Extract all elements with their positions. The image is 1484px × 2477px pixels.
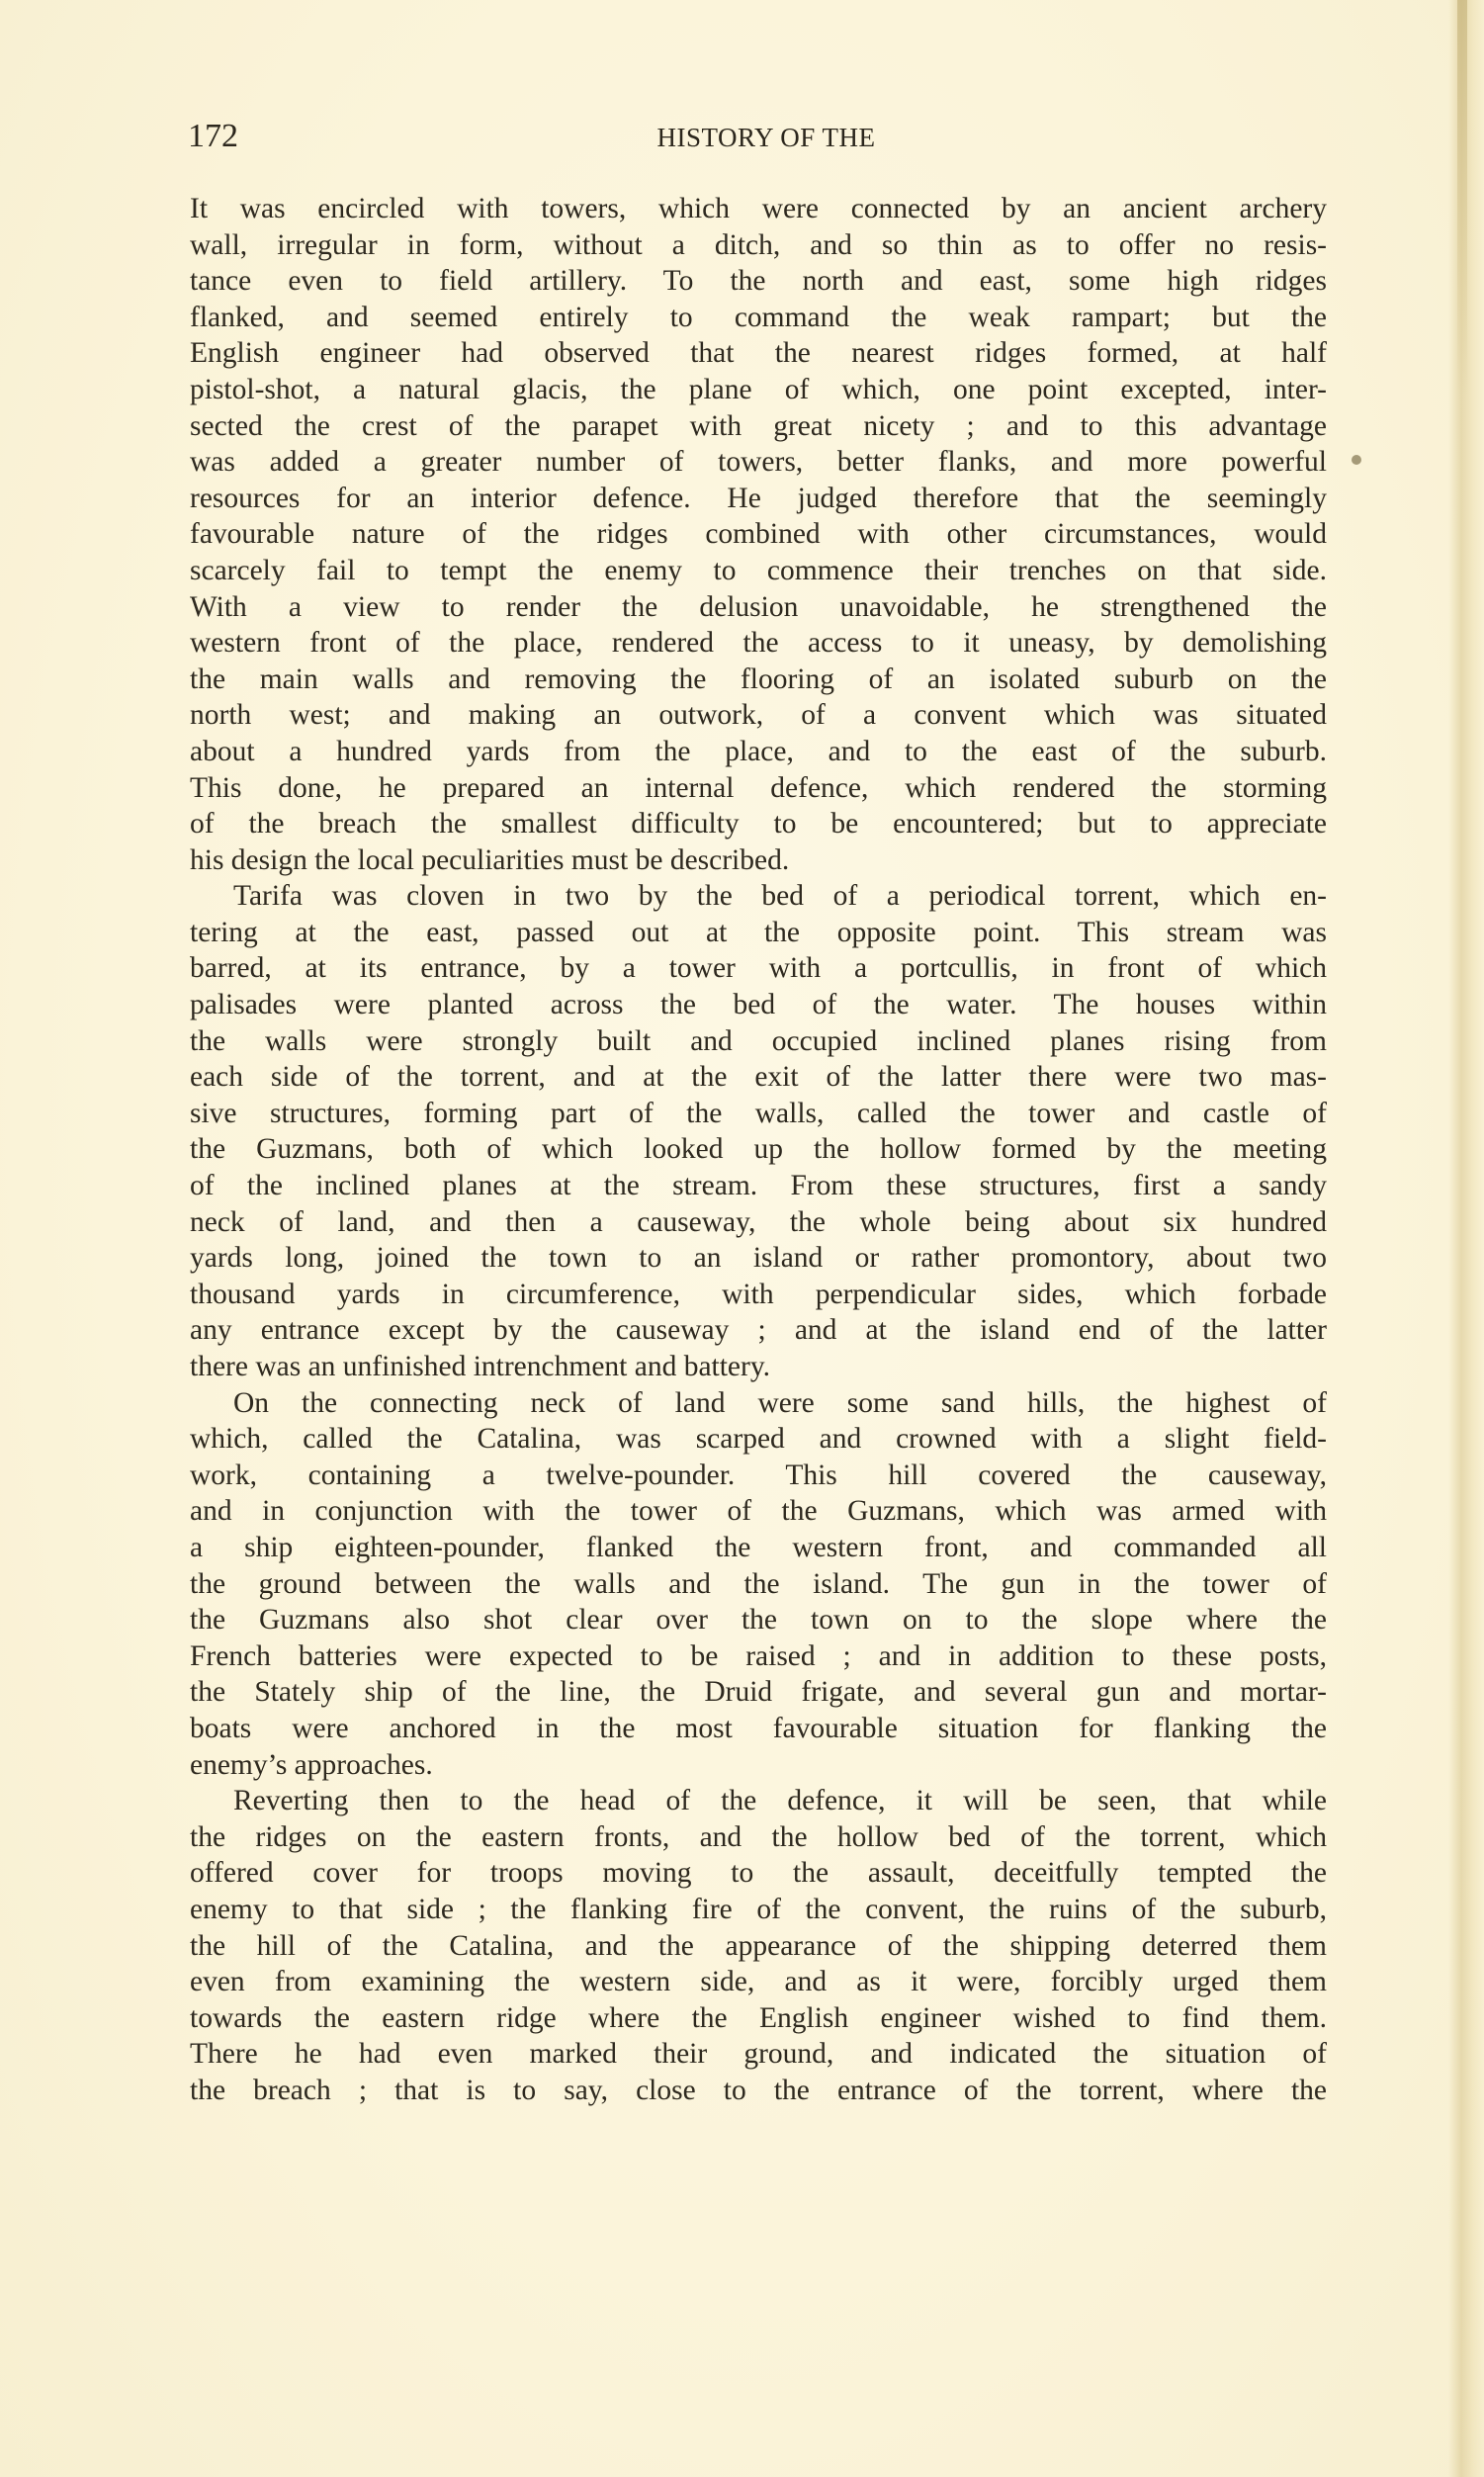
page-header xyxy=(188,117,1325,156)
text-line: work, containing a twelve-pounder. This hill covered the causeway, xyxy=(190,1459,1327,1491)
text-line: neck of land, and then a causeway, the whole being about six hundred xyxy=(190,1205,1327,1238)
text-line: any entrance except by the causeway ; and at the island end of the latter xyxy=(190,1314,1327,1347)
text-line: tering at the east, passed out at the opposite point. This stream was xyxy=(190,916,1327,948)
page-edge-shadow xyxy=(1457,0,1467,396)
text-line: enemy to that side ; the flanking fire of the convent, the ruins of the suburb, xyxy=(190,1893,1327,1925)
text-line: With a view to render the delusion unavoidable, he strengthened the xyxy=(190,590,1327,623)
text-line: wall, irregular in form, without a ditch, and so thin as to offer no resis- xyxy=(190,228,1327,261)
text-line: the hill of the Catalina, and the appearance of the shipping deterred them xyxy=(190,1929,1327,1962)
text-line: There he had even marked their ground, and indicated the situation of xyxy=(190,2038,1327,2071)
text-line: the ground between the walls and the island. The gun in the tower of xyxy=(190,1567,1327,1600)
text-line: boats were anchored in the most favourable situation for flanking the xyxy=(190,1712,1327,1744)
text-line: It was encircled with towers, which were connected by an ancient archery xyxy=(190,193,1327,224)
paragraph-first-line: Tarifa was cloven in two by the bed of a periodical torrent, which en- xyxy=(233,880,1327,913)
text-line: was added a greater number of towers, better flanks, and more powerful xyxy=(190,446,1327,479)
text-line: palisades were planted across the bed of the water. The houses within xyxy=(190,989,1327,1021)
paragraph-first-line: Reverting then to the head of the defence, it will be seen, that while xyxy=(233,1785,1327,1817)
page-number: 172 xyxy=(188,118,238,154)
text-line: French batteries were expected to be raised ; and in addition to these posts, xyxy=(190,1639,1327,1672)
text-line: and in conjunction with the tower of the Guzmans, which was armed with xyxy=(190,1495,1327,1528)
text-line: of the inclined planes at the stream. From these structures, first a sandy xyxy=(190,1170,1327,1202)
text-line: the ridges on the eastern fronts, and the hollow bed of the torrent, which xyxy=(190,1820,1327,1853)
text-line: each side of the torrent, and at the exit of the latter there were two mas- xyxy=(190,1061,1327,1094)
text-line: north west; and making an outwork, of a convent which was situated xyxy=(190,699,1327,732)
text-line: which, called the Catalina, was scarped and crowned with a slight field- xyxy=(190,1423,1327,1456)
text-line: offered cover for troops moving to the assault, deceitfully tempted the xyxy=(190,1857,1327,1890)
text-line: tance even to field artillery. To the north and east, some high ridges xyxy=(190,265,1327,298)
text-line: towards the eastern ridge where the English engineer wished to find them. xyxy=(190,2001,1327,2034)
text-line: flanked, and seemed entirely to command the weak rampart; but the xyxy=(190,301,1327,333)
text-line: pistol-shot, a natural glacis, the plane of which, one point excepted, inter- xyxy=(190,373,1327,405)
text-line: English engineer had observed that the nearest ridges formed, at half xyxy=(190,337,1327,370)
text-line: the Guzmans also shot clear over the town on to the slope where the xyxy=(190,1604,1327,1637)
text-line: a ship eighteen-pounder, flanked the western front, and commanded all xyxy=(190,1531,1327,1563)
text-line: sected the crest of the parapet with great nicety ; and to this advantage xyxy=(190,409,1327,442)
running-head: HISTORY OF THE xyxy=(656,123,876,152)
text-line: the walls were strongly built and occupied inclined planes rising from xyxy=(190,1024,1327,1057)
text-line: the Stately ship of the line, the Druid frigate, and several gun and mortar- xyxy=(190,1676,1327,1709)
text-line: enemy’s approaches. xyxy=(190,1748,433,1781)
text-line: the main walls and removing the flooring of an isolated suburb on the xyxy=(190,663,1327,695)
text-line: resources for an interior defence. He judged therefore that the seemingly xyxy=(190,482,1327,514)
text-line: about a hundred yards from the place, and to the east of the suburb. xyxy=(190,735,1327,767)
text-line: This done, he prepared an internal defence, which rendered the storming xyxy=(190,771,1327,804)
text-line: sive structures, forming part of the walls, called the tower and castle of xyxy=(190,1097,1327,1129)
text-line: western front of the place, rendered the access to it uneasy, by demolishing xyxy=(190,627,1327,660)
text-line: barred, at its entrance, by a tower with a portcullis, in front of which xyxy=(190,952,1327,985)
text-line: favourable nature of the ridges combined with other circumstances, would xyxy=(190,518,1327,551)
body-text xyxy=(190,191,1327,2108)
text-line: even from examining the western side, and as it were, forcibly urged them xyxy=(190,1966,1327,1998)
text-line: there was an unfinished intrenchment and battery. xyxy=(190,1351,771,1382)
text-line: thousand yards in circumference, with perpendicular sides, which forbade xyxy=(190,1278,1327,1310)
text-line: scarcely fail to tempt the enemy to commence their trenches on that side. xyxy=(190,554,1327,586)
text-line: of the breach the smallest difficulty to be encountered; but to appreciate xyxy=(190,808,1327,840)
text-line: his design the local peculiarities must be described. xyxy=(190,843,790,876)
text-line: yards long, joined the town to an island or rather promontory, about two xyxy=(190,1242,1327,1275)
text-line: the breach ; that is to say, close to the entrance of the torrent, where the xyxy=(190,2074,1327,2106)
paragraph-first-line: On the connecting neck of land were some sand hills, the highest of xyxy=(233,1386,1327,1419)
text-line: the Guzmans, both of which looked up the hollow formed by the meeting xyxy=(190,1133,1327,1166)
marginal-ink-dot xyxy=(1352,455,1361,465)
